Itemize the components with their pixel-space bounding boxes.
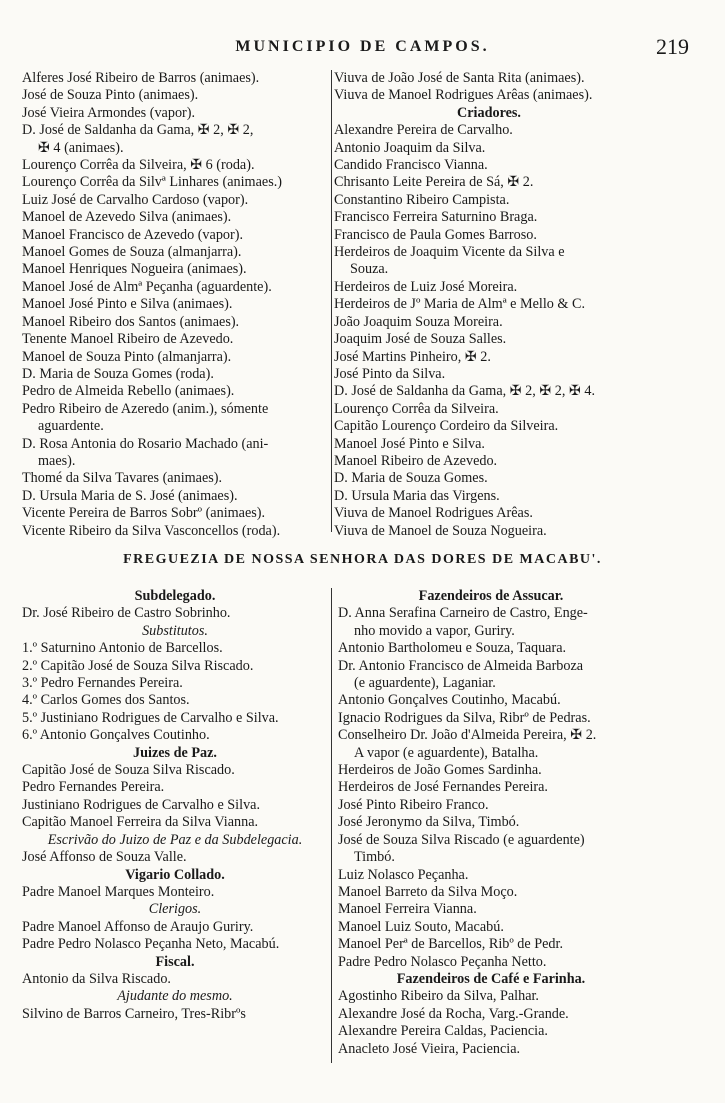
- section-heading: Criadores.: [457, 104, 521, 121]
- list-item: José Jeronymo da Silva, Timbó.: [338, 814, 520, 831]
- column-divider-bottom: [331, 588, 332, 1063]
- list-item: Constantino Ribeiro Campista.: [334, 191, 510, 208]
- list-item: Herdeiros de Joaquim Vicente da Silva e: [334, 244, 565, 261]
- list-item: D. Anna Serafina Carneiro de Castro, Enge-: [338, 605, 588, 622]
- list-item: 5.º Justiniano Rodrigues de Carvalho e Silva.: [22, 709, 279, 726]
- list-item: Vicente Pereira de Barros Sobrº (animaes).: [22, 505, 266, 522]
- list-item: Manoel Perª de Barcellos, Ribº de Pedr.: [338, 936, 564, 953]
- list-item: Silvino de Barros Carneiro, Tres-Ribrºs: [22, 1005, 246, 1022]
- list-item: Herdeiros de Jº Maria de Almª e Mello & C.: [334, 296, 586, 313]
- list-item: Manoel José de Almª Peçanha (aguardente).: [22, 278, 272, 295]
- list-item: Chrisanto Leite Pereira de Sá, ✠ 2.: [334, 174, 534, 191]
- list-item: Vicente Ribeiro da Silva Vasconcellos (roda).: [22, 522, 281, 539]
- list-item: Manoel Ribeiro de Azevedo.: [334, 452, 498, 469]
- subheading: Substitutos.: [142, 622, 208, 639]
- list-item: Capitão José de Souza Silva Riscado.: [22, 762, 235, 779]
- list-item: D. José de Saldanha da Gama, ✠ 2, ✠ 2, ✠ 4.: [334, 383, 596, 400]
- list-item: Viuva de João José de Santa Rita (animaes).: [334, 70, 585, 86]
- list-item: Joaquim José de Souza Salles.: [334, 331, 507, 348]
- list-item: José Affonso de Souza Valle.: [22, 849, 187, 866]
- list-item: Alferes José Ribeiro de Barros (animaes).: [22, 70, 260, 86]
- list-item: Anacleto José Vieira, Paciencia.: [338, 1040, 521, 1057]
- list-item: Viuva de Manoel de Souza Nogueira.: [334, 522, 547, 539]
- list-item: 4.º Carlos Gomes dos Santos.: [22, 692, 190, 709]
- list-item: José Pinto Ribeiro Franco.: [338, 796, 489, 813]
- list-item: José Martins Pinheiro, ✠ 2.: [334, 348, 491, 365]
- list-item: Thomé da Silva Tavares (animaes).: [22, 470, 223, 487]
- list-item: Manoel José Pinto e Silva.: [334, 435, 485, 452]
- section-title: FREGUEZIA DE NOSSA SENHORA DAS DORES DE MACABU'.: [123, 552, 602, 567]
- list-item: Antonio Joaquim da Silva.: [334, 139, 486, 156]
- list-item: aguardente.: [38, 418, 104, 435]
- list-item: Luiz Nolasco Peçanha.: [338, 866, 469, 883]
- list-item: Pedro de Almeida Rebello (animaes).: [22, 383, 235, 400]
- list-item: José Vieira Armondes (vapor).: [22, 104, 196, 121]
- list-item: Padre Pedro Nolasco Peçanha Netto.: [338, 953, 547, 970]
- list-item: Pedro Fernandes Pereira.: [22, 779, 165, 796]
- list-item: José Pinto da Silva.: [334, 365, 446, 382]
- list-item: Herdeiros de João Gomes Sardinha.: [338, 762, 542, 779]
- list-item: Ignacio Rodrigues da Silva, Ribrº de Pedras.: [338, 709, 591, 726]
- list-item: Manoel Luiz Souto, Macabú.: [338, 918, 504, 935]
- list-item: ✠ 4 (animaes).: [38, 139, 124, 156]
- list-item: Alexandre Pereira Caldas, Paciencia.: [338, 1023, 548, 1040]
- list-item: maes).: [38, 452, 76, 469]
- section-heading: Fazendeiros de Assucar.: [418, 588, 564, 604]
- list-item: Herdeiros de José Fernandes Pereira.: [338, 779, 548, 796]
- list-item: D. Rosa Antonia do Rosario Machado (ani-: [22, 435, 269, 452]
- list-item: Padre Pedro Nolasco Peçanha Neto, Macabú.: [22, 936, 280, 953]
- list-item: Manoel de Souza Pinto (almanjarra).: [22, 348, 232, 365]
- bottom-left-column: [22, 588, 328, 1023]
- list-item: Manoel Ribeiro dos Santos (animaes).: [22, 313, 240, 330]
- list-item: Manoel Henriques Nogueira (animaes).: [22, 261, 247, 278]
- list-item: Lourenço Corrêa da Silveira, ✠ 6 (roda).: [22, 157, 255, 174]
- list-item: Antonio Gonçalves Coutinho, Macabú.: [338, 692, 561, 709]
- section-heading: Vigario Collado.: [125, 866, 225, 883]
- subheading: Ajudante do mesmo.: [117, 988, 233, 1005]
- list-item: Viuva de Manoel Rodrigues Arêas.: [334, 505, 533, 522]
- list-item: Dr. Antonio Francisco de Almeida Barboza: [338, 657, 584, 674]
- list-item: Francisco de Paula Gomes Barroso.: [334, 226, 537, 243]
- list-item: Lourenço Corrêa da Silvª Linhares (animaes.): [22, 174, 282, 191]
- list-item: Tenente Manoel Ribeiro de Azevedo.: [22, 331, 234, 348]
- list-item: D. José de Saldanha da Gama, ✠ 2, ✠ 2,: [22, 122, 254, 139]
- list-item: 1.º Saturnino Antonio de Barcellos.: [22, 640, 223, 657]
- list-item: 6.º Antonio Gonçalves Coutinho.: [22, 727, 210, 744]
- list-item: Pedro Ribeiro de Azeredo (anim.), sómente: [22, 400, 269, 417]
- page-number: 219: [656, 34, 689, 59]
- list-item: Alexandre Pereira de Carvalho.: [334, 122, 513, 139]
- subheading: Clerigos.: [148, 901, 202, 918]
- list-item: Alexandre José da Rocha, Varg.-Grande.: [338, 1005, 569, 1022]
- list-item: Timbó.: [354, 849, 395, 866]
- list-item: João Joaquim Souza Moreira.: [334, 313, 503, 330]
- list-item: Conselheiro Dr. João d'Almeida Pereira, ✠ 2.: [338, 727, 597, 744]
- list-item: Dr. José Ribeiro de Castro Sobrinho.: [22, 605, 231, 622]
- top-left-column: [22, 70, 328, 540]
- section-heading: Juizes de Paz.: [133, 744, 217, 761]
- list-item: nho movido a vapor, Guriry.: [354, 622, 515, 639]
- list-item: Manoel Barreto da Silva Moço.: [338, 883, 518, 900]
- list-item: (e aguardente), Laganiar.: [354, 675, 496, 692]
- list-item: Capitão Lourenço Cordeiro da Silveira.: [334, 418, 559, 435]
- list-item: Lourenço Corrêa da Silveira.: [334, 400, 499, 417]
- page-header: [0, 34, 725, 64]
- list-item: Herdeiros de Luiz José Moreira.: [334, 278, 518, 295]
- list-item: Padre Manoel Marques Monteiro.: [22, 883, 215, 900]
- list-item: Souza.: [350, 261, 389, 278]
- section-heading: Fiscal.: [155, 953, 195, 970]
- list-item: 3.º Pedro Fernandes Pereira.: [22, 675, 183, 692]
- list-item: Agostinho Ribeiro da Silva, Palhar.: [338, 988, 539, 1005]
- section-heading: Subdelegado.: [134, 588, 216, 604]
- list-item: Padre Manoel Affonso de Araujo Guriry.: [22, 918, 254, 935]
- list-item: Capitão Manoel Ferreira da Silva Vianna.: [22, 814, 259, 831]
- list-item: Candido Francisco Vianna.: [334, 157, 488, 174]
- subheading: Escrivão do Juizo de Paz e da Subdelegacia.: [47, 831, 303, 848]
- list-item: 2.º Capitão José de Souza Silva Riscado.: [22, 657, 254, 674]
- list-item: Manoel José Pinto e Silva (animaes).: [22, 296, 233, 313]
- column-divider-top: [331, 70, 332, 532]
- list-item: Antonio da Silva Riscado.: [22, 970, 171, 987]
- list-item: Manoel Gomes de Souza (almanjarra).: [22, 244, 242, 261]
- list-item: A vapor (e aguardente), Batalha.: [354, 744, 539, 761]
- list-item: Manoel de Azevedo Silva (animaes).: [22, 209, 232, 226]
- list-item: Francisco Ferreira Saturnino Braga.: [334, 209, 538, 226]
- list-item: D. Maria de Souza Gomes.: [334, 470, 488, 487]
- list-item: D. Ursula Maria das Virgens.: [334, 487, 500, 504]
- list-item: D. Maria de Souza Gomes (roda).: [22, 365, 214, 382]
- list-item: José de Souza Pinto (animaes).: [22, 87, 199, 104]
- bottom-right-column: [338, 588, 644, 1058]
- list-item: Viuva de Manoel Rodrigues Arêas (animaes).: [334, 87, 593, 104]
- list-item: José de Souza Silva Riscado (e aguardente): [338, 831, 585, 848]
- page-title: MUNICIPIO DE CAMPOS.: [235, 38, 490, 55]
- list-item: Antonio Bartholomeu e Souza, Taquara.: [338, 640, 567, 657]
- list-item: Manoel Ferreira Vianna.: [338, 901, 477, 918]
- top-right-column: [334, 70, 644, 540]
- list-item: Manoel Francisco de Azevedo (vapor).: [22, 226, 244, 243]
- list-item: Justiniano Rodrigues de Carvalho e Silva.: [22, 796, 261, 813]
- section-heading: Fazendeiros de Café e Farinha.: [396, 970, 586, 987]
- list-item: Luiz José de Carvalho Cardoso (vapor).: [22, 191, 249, 208]
- list-item: D. Ursula Maria de S. José (animaes).: [22, 487, 238, 504]
